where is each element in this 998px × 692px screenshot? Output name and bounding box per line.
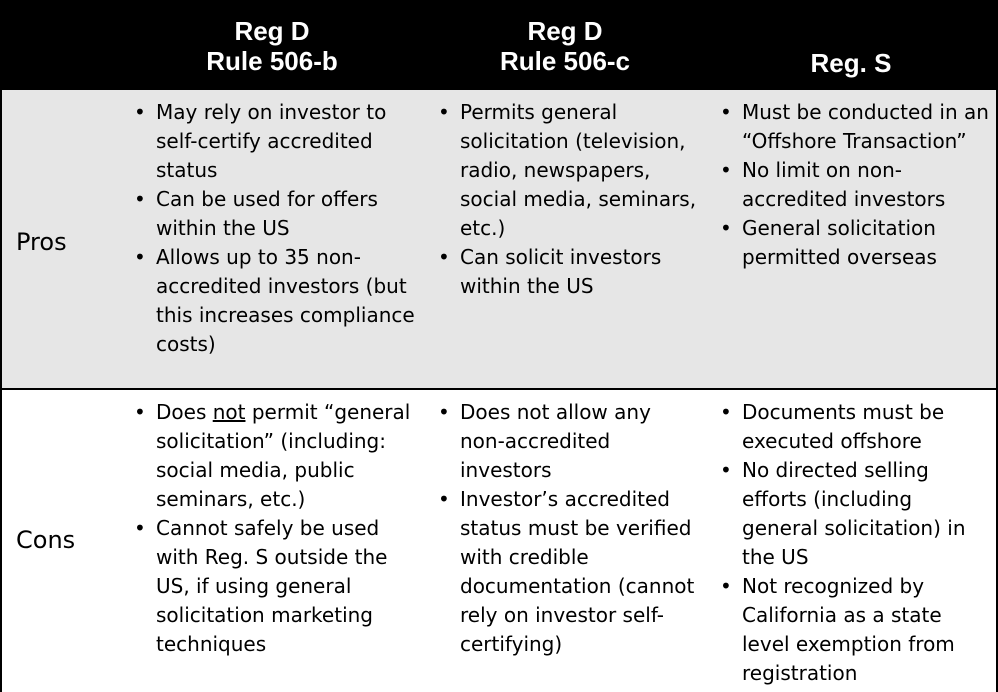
list-item: • Cannot safely be used with Reg. S outside the US, if using general solicitation marketing techniques — [132, 514, 422, 659]
bullet-list — [718, 398, 994, 688]
underlined-text: not — [212, 400, 246, 424]
header-line: Rule 506-b — [206, 46, 338, 76]
cell-pros-506c — [436, 98, 702, 301]
list-item: • May rely on investor to self-certify accredited status — [132, 98, 422, 185]
header-line: Reg D — [234, 16, 310, 46]
list-item: • Can be used for offers within the US — [132, 185, 422, 243]
list-item: • Must be conducted in an “Offshore Transaction” — [718, 98, 994, 156]
bullet-list — [436, 398, 702, 659]
list-item: • No directed selling efforts (including general solicitation) in the US — [718, 456, 994, 572]
header-reg-d-506c — [424, 2, 706, 90]
cell-pros-reg-s — [718, 98, 994, 272]
header-line: Reg D — [527, 16, 603, 46]
row-label-pros: Pros — [16, 228, 67, 256]
bullet-list — [436, 98, 702, 301]
list-item: • General solicitation permitted overseas — [718, 214, 994, 272]
header-reg-s — [706, 2, 996, 90]
list-item: • Allows up to 35 non-accredited investors (but this increases compliance costs) — [132, 243, 422, 359]
list-item: • Does not allow any non-accredited investors — [436, 398, 702, 485]
list-item: • Not recognized by California as a state level exemption from registration — [718, 572, 994, 688]
table-row-pros — [2, 90, 996, 390]
cell-cons-506b — [132, 398, 422, 659]
list-item — [132, 398, 422, 514]
bullet-list — [132, 398, 422, 659]
cell-cons-506c — [436, 398, 702, 659]
cell-cons-reg-s — [718, 398, 994, 688]
header-reg-d-506b — [122, 2, 422, 90]
text-run: permit “general solicitation” (including: social media, public seminars, etc.) — [156, 400, 411, 511]
bullet-list — [132, 98, 422, 359]
list-item: • Can solicit investors within the US — [436, 243, 702, 301]
header-line: Rule 506-c — [499, 46, 631, 76]
table-header — [2, 2, 996, 90]
list-item: • Permits general solicitation (television, radio, newspapers, social media, seminars, etc.) — [436, 98, 702, 243]
table-row-cons — [2, 390, 996, 692]
bullet-list — [718, 98, 994, 272]
text-run: Does — [156, 400, 213, 424]
header-line: Reg. S — [810, 48, 892, 78]
list-item: • No limit on non-accredited investors — [718, 156, 994, 214]
list-item: • Documents must be executed offshore — [718, 398, 994, 456]
cell-pros-506b — [132, 98, 422, 359]
row-label-cons: Cons — [16, 526, 76, 554]
list-item: • Investor’s accredited status must be verified with credible documentation (cannot rely on investor self-certifying) — [436, 485, 702, 659]
